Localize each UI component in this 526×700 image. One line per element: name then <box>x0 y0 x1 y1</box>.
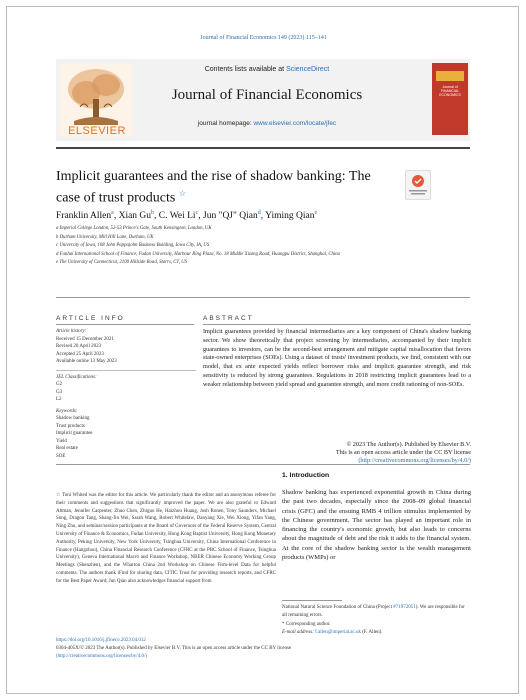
check-for-updates-badge[interactable] <box>405 170 431 200</box>
license-statement: © 2023 The Author(s). Published by Elsevier B.V. This is an open access article under the CC BY license (http://creativecommons.org/licenses/by/4.0/) <box>267 441 471 466</box>
sciencedirect-link[interactable]: ScienceDirect <box>286 66 330 73</box>
abstract-rule <box>203 324 471 325</box>
author: Jun "QJ" Qian <box>203 211 258 222</box>
history-item: Received 15 December 2021 <box>56 336 114 342</box>
article-page <box>6 6 519 694</box>
check-updates-icon <box>406 171 430 199</box>
journal-reference[interactable]: Journal of Financial Economics 149 (2023) 115–141 <box>200 35 327 41</box>
history-label: Article history: <box>56 329 87 334</box>
email-link[interactable]: f.allen@imperial.ac.uk <box>315 629 361 635</box>
affiliation: a Imperial College London, 52-53 Prince's Gate, South Kensington, London, UK <box>56 226 212 231</box>
jel-code: L2 <box>56 397 62 402</box>
body-divider <box>56 464 470 465</box>
cover-title-text: Journal of FINANCIAL ECONOMICS <box>439 85 461 97</box>
elsevier-wordmark: ELSEVIER <box>68 125 126 137</box>
history-item: Revised 20 April 2023 <box>56 344 102 349</box>
author-line: Franklin Allen$^a$, Xian Gu$^b$, C. Wei Li$^c$, Jun "QJ" Qian$^d$, Yiming Qian$^e$ <box>56 210 318 222</box>
jel-code: G2 <box>56 382 63 387</box>
doi-block <box>56 637 476 662</box>
doi-license-link[interactable]: (http://creativecommons.org/licenses/by/4.0/) <box>56 654 147 660</box>
journal-homepage: journal homepage: www.elsevier.com/locate/jfec <box>197 120 337 127</box>
contents-line: Contents lists available at ScienceDirect <box>204 66 330 73</box>
homepage-link[interactable]: www.elsevier.com/locate/jfec <box>253 120 337 127</box>
intro-paragraph: Shadow banking has experienced exponential growth in China during the past two decades, especially since the 2008–09 global financial crisis (GFC) and the ensuing RMB 4 trillion stimulus implemented by the Chinese government. The sector has played an important role in financing the country's economic growth, but also leads to concerns about the magnitude of debt and the risk it adds to the financial system. At the core of the shadow banking sector is the wealth management products (WMPs) or <box>282 489 471 562</box>
abstract-heading: ABSTRACT <box>203 315 254 322</box>
jel-code: G3 <box>56 389 63 395</box>
keyword: Trust products <box>56 423 85 429</box>
header-divider <box>56 147 470 149</box>
license-link[interactable]: (http://creativecommons.org/licenses/by/4.0/) <box>358 457 471 465</box>
title-footnote-star[interactable]: ☆ <box>178 189 187 198</box>
cover-stripe <box>436 71 464 81</box>
article-title: Implicit guarantees and the rise of shadow banking: The case of trust products ☆ <box>56 169 371 206</box>
funding-link[interactable]: #71972051 <box>393 605 416 610</box>
section-divider <box>56 297 470 298</box>
keyword: Implicit guarantee <box>56 431 93 436</box>
keywords-label: Keywords: <box>56 408 78 414</box>
author: Xian Gu <box>118 211 152 222</box>
article-info-rule <box>56 324 194 325</box>
affiliation: d Fanhai International School of Finance, Fudan University, Harbour Ring Plaza, No. 18 Middle Xizang Road, Huangpu District, Shanghai, China <box>56 251 341 257</box>
info-divider <box>56 370 196 371</box>
keyword: Yield <box>56 438 67 444</box>
history-item: Accepted 25 April 2023 <box>56 351 104 357</box>
affiliation: c University of Iowa, 108 John Pappajohn Business Building, Iowa City, IA, US <box>56 243 210 249</box>
keyword: SOE <box>56 453 66 459</box>
affiliation: e The University of Connecticut, 2100 Hillside Road, Storrs, CT, US <box>56 260 188 266</box>
correspondence-block: National Natural Science Foundation of China (Project #71972051). We are responsible for all remaining errors. * Corresponding author. E-mail address: f.allen@imperial.ac.uk (F. Allen). <box>282 604 471 637</box>
title-footnote: ☆ Toni Whited was the editor for this article. We particularly thank the editor and an anonymous referee for their comments and suggestions that significantly improved the paper. We are also grateful to Edward Altman, Jennifer Carpenter, Zhuo Chen, Zhiguo He, Haizhou Huang, Josh Ronen, Tony Saunders, Michael Song, Dragon Tang, Shang-Jin Wei, Sarah Wang, Robert Whitelaw, Danyang Xie, Wei Xiong, Yifan Yang, Ning Zhu, and seminar/session participants at the Board of Governors of the Federal Reserve System, Central University of Finance & Economics, Fudan University, Hong Kong Baptist University, Hong Kong Monetary Authority, Peking University, New York University, Tsinghua University, China International Conference in Finance (Hangzhou), China Financial Research Conference (CFRC at the PBC School of Finance, Tsinghua University), Geneva International Macro and Finance Workshop, NBER Chinese Economy Working Group Meetings (Shenzhen), and the Wharton China 2nd Workshop on Chinese Firm-level Data for helpful comments. The authors thank iFind for sharing data, CITIC Trust for providing research reports, and CFRC for the Best Paper Award; Jun Qian also acknowledges financial support from <box>56 493 276 584</box>
journal-title: Journal of Financial Economics <box>171 87 363 103</box>
keyword: Real estate <box>56 446 78 451</box>
article-info-block <box>56 328 196 460</box>
history-item: Available online 13 May 2023 <box>56 359 117 364</box>
affiliation: b Durham University, Mill Hill Lane, Durham, UK <box>56 234 154 240</box>
author: C. Wei Li <box>158 211 196 222</box>
doi-link[interactable]: https://doi.org/10.1016/j.jfineco.2023.04.012 <box>56 638 146 643</box>
corresponding-author-note: * Corresponding author. <box>282 621 331 627</box>
affiliations <box>56 225 476 268</box>
abstract-text: Implicit guarantees provided by financial intermediaries are a key component of China's shadow banking sector. We show theoretically that project screening by intermediaries, accompanied by their implicit guarantees to investors, can be the second-best arrangement and mitigate capital misallocation that favors state-owned enterprises (SOEs). Using a dataset of trusts' investment products, we find, consistent with our model, that ex ante expected yields reflect borrower risks and implicit guarantee strength, and risk sensitivity is reduced by strong guarantees. Regulations in 2018 restricting implicit guarantees lead to a weaker relationship between yield spread and guarantee strength, and more credit rationing of non-SOEs. <box>203 328 471 388</box>
keyword: Shadow banking <box>56 416 90 421</box>
jel-label: JEL Classifications: <box>56 374 97 380</box>
copyright-line: 0304-405X/© 2023 The Author(s). Published by Elsevier B.V. This is an open access article under the CC BY license <box>56 646 292 652</box>
intro-heading: 1. Introduction <box>282 472 330 479</box>
author: Franklin Allen <box>56 211 112 222</box>
article-info-heading: ARTICLE INFO <box>56 315 125 322</box>
author: Yiming Qian <box>265 211 315 222</box>
footnote-rule <box>282 600 342 601</box>
